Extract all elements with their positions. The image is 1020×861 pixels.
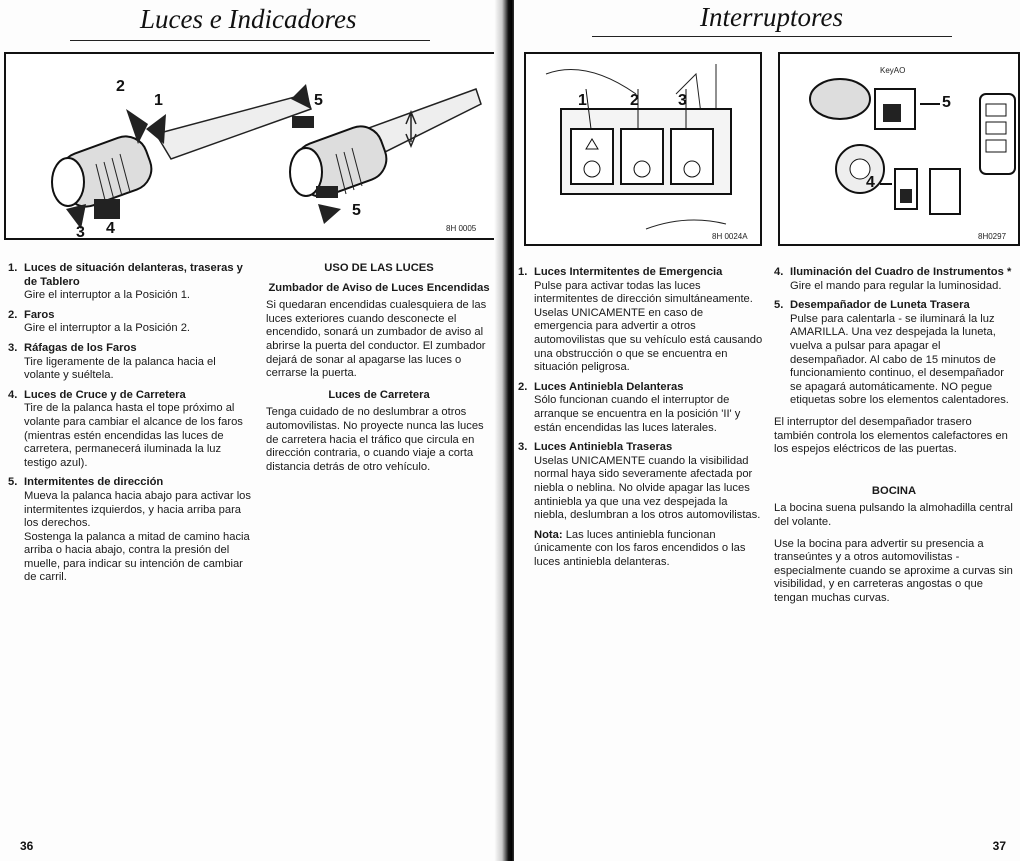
bocina-paragraph-1: La bocina suena pulsando la almohadilla central del volante. xyxy=(774,502,1013,528)
list-item xyxy=(8,476,253,585)
note-label: Nota: xyxy=(534,528,563,541)
lights-list xyxy=(8,262,253,591)
item-number: 4. xyxy=(8,388,18,401)
key-label: KeyAO xyxy=(880,66,906,75)
list-item xyxy=(774,266,1014,293)
item-title: Iluminación del Cuadro de Instrumentos * xyxy=(790,266,1012,278)
list-item xyxy=(8,309,253,336)
callout-1: 1 xyxy=(154,92,163,109)
item-number: 1. xyxy=(518,266,528,278)
item-body: Tire de la palanca hasta el tope próximo al volante para cambiar el alcance de los faros (mientras estén encendidas las luces de carretera, permanecerá iluminada la luz testigo azul). xyxy=(24,402,243,469)
left-title-rule xyxy=(70,40,430,41)
zumbador-heading: Zumbador de Aviso de Luces Encendidas xyxy=(268,281,490,294)
item-body: Sólo funcionan cuando el interruptor de arranque se encuentra en la posición 'II' y están encendidas las luces laterales. xyxy=(534,394,741,434)
item-number: 5. xyxy=(8,476,18,489)
bocina-heading: BOCINA xyxy=(871,484,917,497)
figure-code: 8H 0024A xyxy=(712,232,748,241)
item-title: Faros xyxy=(24,308,55,321)
callout-5-down: 5 xyxy=(352,202,361,219)
list-item xyxy=(8,389,253,471)
item-number: 2. xyxy=(518,380,528,393)
page-number-right: 37 xyxy=(992,839,1006,853)
carretera-body: Tenga cuidado de no deslumbrar a otros automovilistas. No proyecte nunca las luces de carretera hacia el tráfico que circula en dirección contraria, o cuando viaje a corta distancia detrás de otro vehículo. xyxy=(266,406,484,473)
demister-illumination-illustration xyxy=(780,54,1020,246)
item-number: 1. xyxy=(8,262,18,274)
hazard-fog-switch-illustration xyxy=(526,54,762,246)
zumbador-body: Si quedaran encendidas cualesquiera de las luces exteriores cuando desconecte el encendido, sonará un zumbador de aviso al abrirse la puerta del conductor. El zumbador dejará de sonar al apagarse las luces o cerrarse la puerta. xyxy=(266,299,487,380)
callout-4: 4 xyxy=(866,174,875,191)
item-body: Pulse para activar todas las luces intermitentes de dirección simultáneamente. Uselas UNICAMENTE en caso de emergencia para advertir a otros automovilistas que su vehículo está causando una obstrucción o que se encuentra en situación peligrosa. xyxy=(534,279,763,374)
item-number: 2. xyxy=(8,308,18,321)
demister-switch-figure xyxy=(778,52,1020,246)
item-title: Luces Antiniebla Delanteras xyxy=(534,380,684,393)
fog-note xyxy=(518,529,763,570)
item-body: Gire el interruptor a la Posición 2. xyxy=(24,322,191,335)
list-item xyxy=(8,262,253,303)
item-title: Desempañador de Luneta Trasera xyxy=(790,299,970,312)
callout-5-up: 5 xyxy=(314,92,323,109)
item-title: Luces Antiniebla Traseras xyxy=(534,441,673,454)
callout-3: 3 xyxy=(678,92,687,109)
item-title: Luces de situación delanteras, traseras y de Tablero xyxy=(24,262,243,288)
item-body: Uselas UNICAMENTE cuando la visibilidad normal haya sido severamente afectada por niebla o neblina. No olvide apagar las luces antiniebla ya que una vez despejada la niebla, deslumbran a los otros automovilistas. xyxy=(534,454,761,522)
left-page-title: Luces e Indicadores xyxy=(140,4,357,34)
item-number: 3. xyxy=(8,341,18,354)
desempanador-paragraph: El interruptor del desempañador trasero también controla los elementos calefactores en los espejos eléctricos de las puertas. xyxy=(774,415,1008,456)
callout-2: 2 xyxy=(116,78,125,95)
callout-1: 1 xyxy=(578,92,587,109)
figure-code: 8H 0005 xyxy=(446,224,477,233)
item-number: 3. xyxy=(518,441,528,454)
item-body: Pulse para calentarla - se iluminará la luz AMARILLA. Una vez despejada la luneta, vuelva a pulsar para apagar el desempañador. Al cabo de 15 minutos de funcionamiento continuo, el desempañador se apagará automáticamente. NO pegue etiquetas sobre los elementos calentadores. xyxy=(790,312,1009,407)
carretera-heading: Luces de Carretera xyxy=(328,388,430,401)
uso-heading: USO DE LAS LUCES xyxy=(324,262,434,274)
list-item xyxy=(8,342,253,383)
callout-4: 4 xyxy=(106,220,115,237)
item-number: 5. xyxy=(774,299,784,312)
right-title-rule xyxy=(592,36,952,37)
uso-luces-section xyxy=(266,262,492,482)
right-page xyxy=(514,0,1020,861)
right-page-title: Interruptores xyxy=(700,2,843,32)
item-number: 4. xyxy=(774,266,784,278)
figure-code: 8H0297 xyxy=(978,232,1007,241)
item-title: Ráfagas de los Faros xyxy=(24,341,137,354)
item-title: Luces Intermitentes de Emergencia xyxy=(534,266,723,278)
bocina-paragraph-2: Use la bocina para advertir su presencia a transeúntes y a otros automovilistas - especialmente cuando se aproxime a curvas sin visibilidad, y en carreteras angostas o que tengan muchas curvas. xyxy=(774,537,1013,604)
switches-list xyxy=(518,266,763,577)
page-number-left: 36 xyxy=(20,839,34,853)
item-body: Mueva la palanca hacia abajo para activar los intermitentes izquierdos, y hacia arriba para los derechos. xyxy=(24,489,251,530)
item-body: Gire el mando para regular la luminosidad. xyxy=(790,279,1002,292)
left-page xyxy=(0,0,506,861)
callout-3: 3 xyxy=(76,224,85,240)
light-switch-figure xyxy=(4,52,500,240)
light-stalk-illustration xyxy=(6,54,500,240)
dashboard-switches-figure xyxy=(524,52,762,246)
list-item xyxy=(774,299,1014,408)
switches-list-2 xyxy=(774,266,1014,613)
note-body: Las luces antiniebla funcionan únicamente con los faros encendidos o las luces antiniebla delanteras. xyxy=(534,528,746,568)
list-item xyxy=(518,266,763,375)
item-title: Luces de Cruce y de Carretera xyxy=(24,388,186,401)
list-item xyxy=(518,441,763,523)
callout-2: 2 xyxy=(630,92,639,109)
item-body: Tire ligeramente de la palanca hacia el volante y suéltela. xyxy=(24,355,216,382)
item-body: Gire el interruptor a la Posición 1. xyxy=(24,289,191,302)
item-title: Intermitentes de dirección xyxy=(24,476,164,489)
list-item xyxy=(518,381,763,435)
callout-5: 5 xyxy=(942,94,951,111)
item-body-2: Sostenga la palanca a mitad de camino hacia arriba o hacia abajo, contra la presión del muelle, para indicar su intención de cambiar de carril. xyxy=(24,530,250,584)
